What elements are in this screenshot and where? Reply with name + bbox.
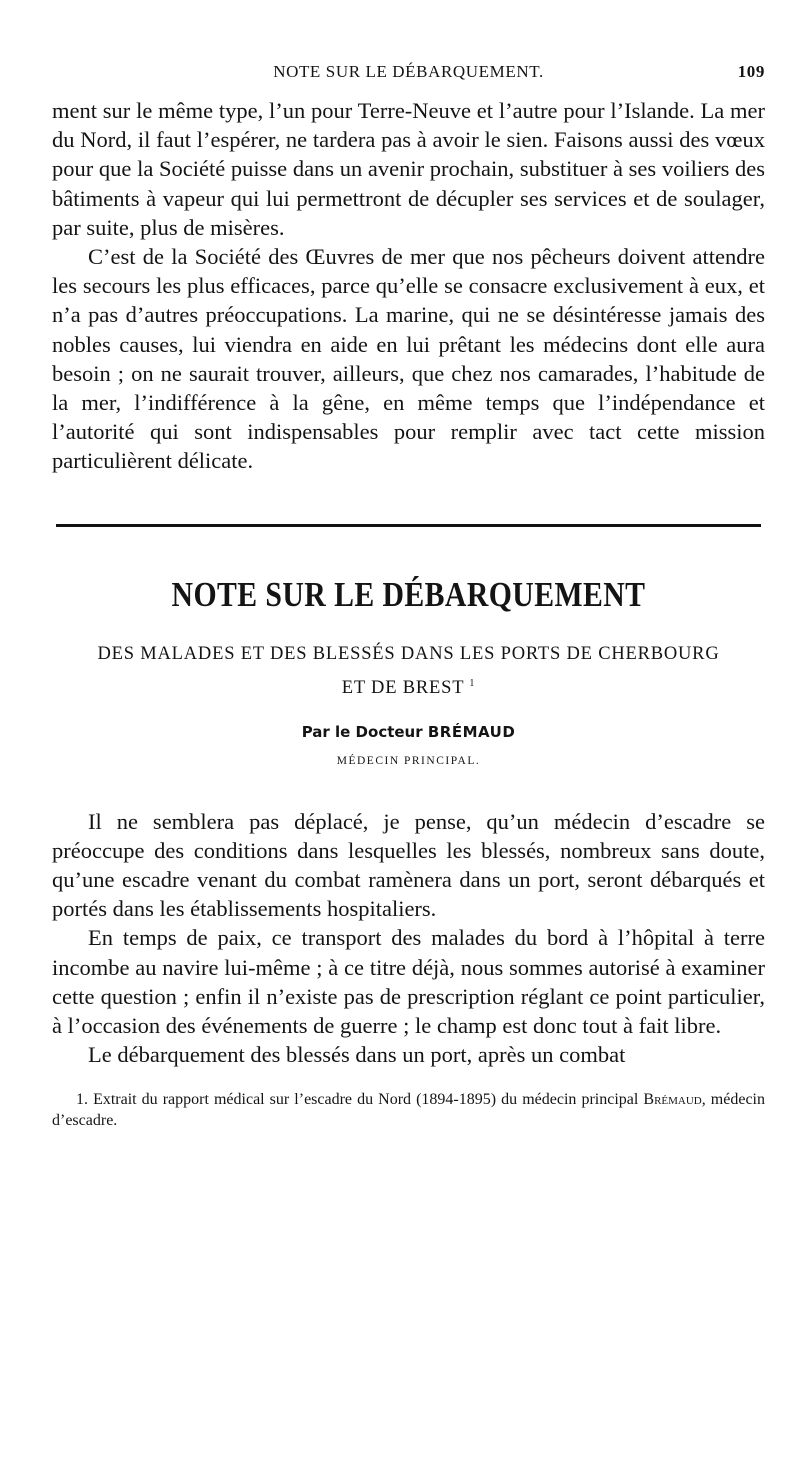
paragraph: Le débarquement des blessés dans un port, après un combat [88, 1042, 626, 1068]
byline [52, 723, 765, 741]
paragraph: En temps de paix, ce transport des malades du bord à l’hôpital à terre incombe au navire lui-même ; à ce titre déjà, nous sommes autorisé à examiner cette question ; enfin il n’existe pas de prescription réglant ce point particulier, à l’occasion des événements de guerre ; le champ est donc tout à fait libre. [52, 925, 765, 1039]
footnote-number: 1. [76, 1091, 88, 1109]
footnote-text-end: , médecin d’escadre. [52, 1091, 765, 1130]
paragraph: ment sur le même type, l’un pour Terre-Neuve et l’autre pour l’Islande. La mer du Nord, il faut l’espérer, ne tardera pas à avoir le sien. Faisons aussi des vœux pour que la Société puisse dans un avenir prochain, substituer à ses voiliers des bâtiments à vapeur qui lui permettront de décupler ses services et de soulager, par suite, plus de misères. [52, 98, 765, 240]
article-body [52, 807, 765, 1070]
page [52, 58, 765, 1147]
byline-prefix: Par le Docteur [301, 722, 423, 741]
continued-text [52, 96, 765, 476]
subtitle-line-text: ET DE BREST [341, 677, 464, 698]
footnote-text: Extrait du rapport médical sur l’escadre du Nord (1894-1895) du médecin principal [93, 1091, 639, 1109]
footnote-marker: 1 [469, 677, 476, 689]
author-name: BRÉMAUD [427, 722, 516, 741]
section-divider [56, 524, 761, 527]
footnote [52, 1089, 765, 1131]
page-number: 109 [737, 62, 765, 81]
footnote-name: Brémaud [643, 1091, 702, 1109]
subtitle-line [52, 671, 765, 705]
running-head-title: NOTE SUR LE DÉBARQUEMENT. [273, 62, 544, 81]
paragraph: C’est de la Société des Œuvres de mer que nos pêcheurs doivent attendre les secours les plus efficaces, parce qu’elle se consacre exclusivement à eux, et n’a pas d’autres préoccupations. La marine, qui ne se désintéresse jamais des nobles causes, lui viendra en aide en lui prêtant les médecins dont elle aura besoin ; on ne saurait trouver, ailleurs, que chez nos camarades, l’habitude de la mer, l’indifférence à la gêne, en même temps que l’indépendance et l’autorité qui sont indispensables pour remplir avec tact cette mission particulièrent délicate. [52, 244, 765, 474]
article-subtitle [52, 637, 765, 705]
paragraph: Il ne semblera pas déplacé, je pense, qu’un médecin d’escadre se préoccupe des conditions dans lesquelles les blessés, nombreux sans doute, qu’une escadre venant du combat ramènera dans un port, seront débarqués et portés dans les établissements hospitaliers. [52, 808, 765, 922]
subtitle-line: DES MALADES ET DES BLESSÉS DANS LES PORTS DE CHERBOURG [97, 643, 720, 664]
author-affiliation: MÉDECIN PRINCIPAL. [336, 754, 481, 767]
running-head [52, 58, 765, 88]
article-title: NOTE SUR LE DÉBARQUEMENT [171, 574, 646, 614]
